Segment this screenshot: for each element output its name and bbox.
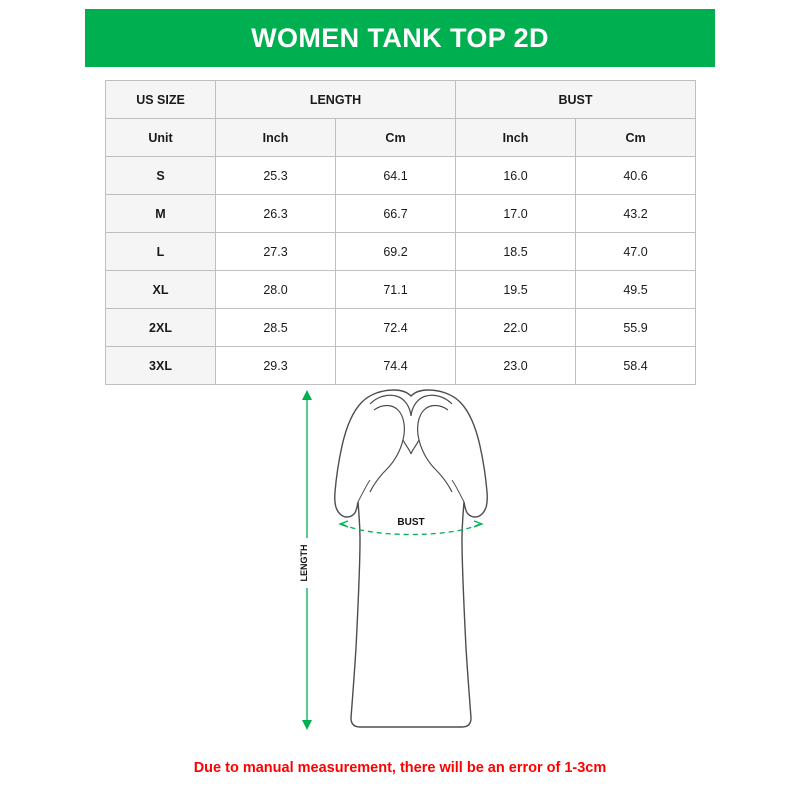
size-table	[105, 80, 696, 385]
table-row	[106, 271, 696, 309]
cell-bust-inch: 19.5	[456, 271, 576, 309]
table-row	[106, 347, 696, 385]
length-label: LENGTH	[299, 544, 309, 582]
unit-length-inch: Inch	[216, 119, 336, 157]
header-length: LENGTH	[216, 81, 456, 119]
bust-label: BUST	[397, 517, 425, 528]
cell-length-inch: 28.0	[216, 271, 336, 309]
unit-bust-inch: Inch	[456, 119, 576, 157]
cell-bust-cm: 47.0	[576, 233, 696, 271]
header-bust: BUST	[456, 81, 696, 119]
cell-bust-cm: 49.5	[576, 271, 696, 309]
header-us-size: US SIZE	[106, 81, 216, 119]
cell-bust-inch: 22.0	[456, 309, 576, 347]
cell-length-cm: 64.1	[336, 157, 456, 195]
cell-bust-cm: 58.4	[576, 347, 696, 385]
cell-bust-inch: 23.0	[456, 347, 576, 385]
row-size-label: 3XL	[106, 347, 216, 385]
garment-diagram	[270, 388, 540, 738]
tank-top-outline	[335, 390, 488, 727]
cell-length-inch: 28.5	[216, 309, 336, 347]
cell-length-cm: 72.4	[336, 309, 456, 347]
unit-bust-cm: Cm	[576, 119, 696, 157]
cell-bust-cm: 55.9	[576, 309, 696, 347]
page-title: WOMEN TANK TOP 2D	[251, 22, 549, 53]
cell-length-inch: 25.3	[216, 157, 336, 195]
cell-length-inch: 26.3	[216, 195, 336, 233]
header-bar	[85, 9, 715, 67]
cell-length-inch: 29.3	[216, 347, 336, 385]
table-group-header-row	[106, 81, 696, 119]
measurement-note: Due to manual measurement, there will be an error of 1-3cm	[193, 760, 607, 776]
cell-bust-inch: 17.0	[456, 195, 576, 233]
row-size-label: XL	[106, 271, 216, 309]
length-measure-line	[299, 390, 315, 730]
row-size-label: M	[106, 195, 216, 233]
unit-label: Unit	[106, 119, 216, 157]
cell-bust-inch: 18.5	[456, 233, 576, 271]
table-row	[106, 309, 696, 347]
table-row	[106, 195, 696, 233]
table-row	[106, 233, 696, 271]
cell-bust-inch: 16.0	[456, 157, 576, 195]
cell-length-inch: 27.3	[216, 233, 336, 271]
cell-length-cm: 66.7	[336, 195, 456, 233]
row-size-label: 2XL	[106, 309, 216, 347]
table-row	[106, 157, 696, 195]
row-size-label: S	[106, 157, 216, 195]
cell-length-cm: 69.2	[336, 233, 456, 271]
cell-length-cm: 74.4	[336, 347, 456, 385]
cell-bust-cm: 40.6	[576, 157, 696, 195]
table-unit-row	[106, 119, 696, 157]
row-size-label: L	[106, 233, 216, 271]
cell-bust-cm: 43.2	[576, 195, 696, 233]
unit-length-cm: Cm	[336, 119, 456, 157]
cell-length-cm: 71.1	[336, 271, 456, 309]
